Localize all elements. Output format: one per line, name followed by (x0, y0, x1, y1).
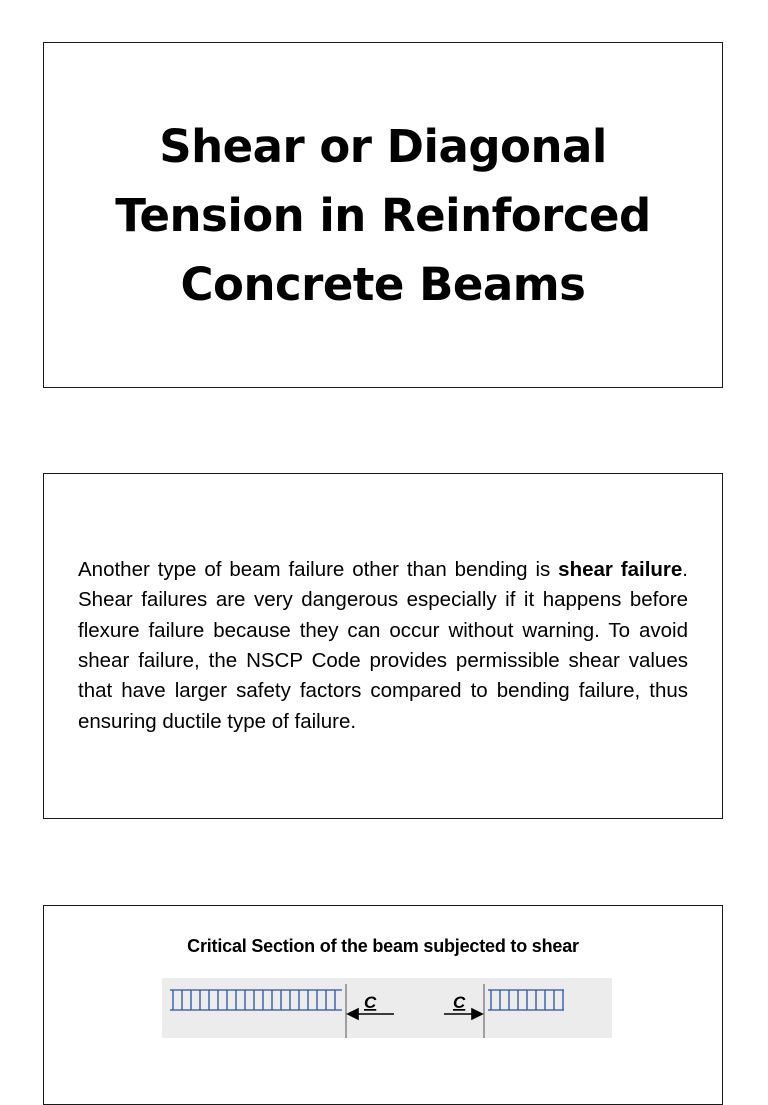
right-force-label: C (453, 993, 466, 1012)
title-line-2: Tension in Reinforced (115, 188, 651, 242)
left-force-label: C (364, 993, 377, 1012)
body-bold-term: shear failure (558, 557, 683, 581)
body-paragraph (44, 555, 722, 737)
body-text-start: Another type of beam failure other than bending is (78, 557, 559, 581)
right-distributed-load-icon (488, 990, 564, 1010)
beam-shear-diagram (162, 978, 612, 1038)
document-title (85, 112, 680, 319)
body-text-end: . Shear failures are very dangerous especially if it happens before flexure failure because they can occur without warning. To avoid shear failure, the NSCP Code provides permissible shear values that have larger safety factors compared to bending failure, thus ensuring ductile type of failure. (78, 557, 688, 733)
title-card (43, 42, 723, 388)
beam-diagram-svg (162, 978, 612, 1038)
figure-card (43, 905, 723, 1105)
figure-caption: Critical Section of the beam subjected to shear (187, 936, 579, 956)
title-line-1: Shear or Diagonal (159, 119, 607, 173)
left-distributed-load-icon (170, 990, 342, 1010)
body-text-card (43, 473, 723, 819)
title-line-3: Concrete Beams (180, 257, 586, 311)
